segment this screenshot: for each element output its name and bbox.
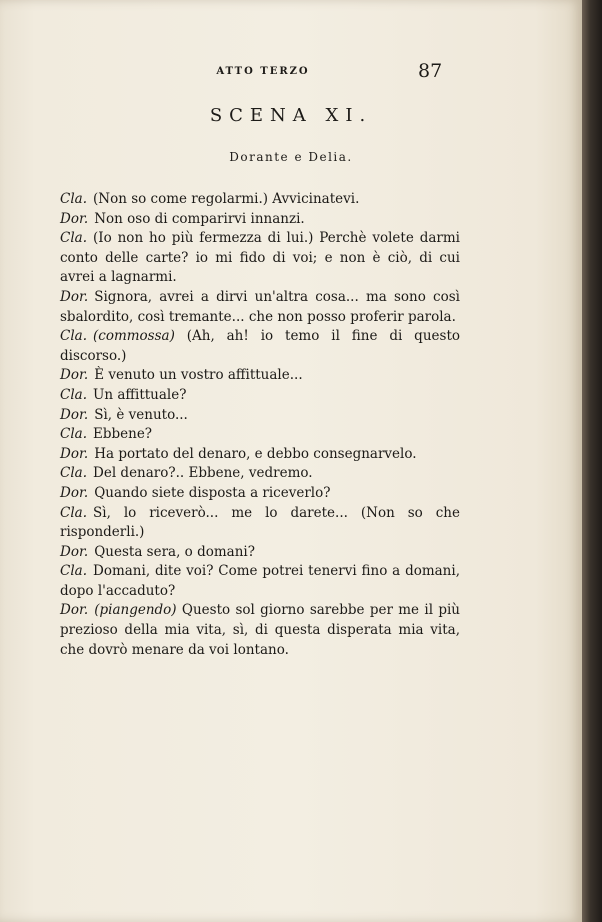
speaker-name: Dor. — [60, 602, 89, 619]
dialogue-line — [60, 190, 460, 210]
dialogue-block — [60, 190, 460, 660]
dialogue-line — [60, 484, 460, 504]
line-text: Sì, lo riceverò... me lo darete... (Non so che risponderli.) — [60, 504, 460, 541]
speaker-name: Dor. — [60, 543, 89, 560]
dialogue-line — [60, 464, 460, 484]
line-text: (Ah, ah! io temo il fine di questo discorso.) — [60, 328, 460, 364]
speaker-name: Cla. — [60, 504, 87, 521]
line-text: Sì, è venuto... — [94, 406, 188, 423]
dialogue-line — [60, 504, 460, 543]
scene-characters: Dorante e Delia. — [229, 150, 353, 164]
speaker-name: Dor. — [60, 288, 89, 305]
speaker-name: Cla. — [60, 328, 87, 345]
dialogue-line — [60, 601, 460, 660]
speaker-name: Dor. — [60, 367, 89, 384]
speaker-name: Cla. — [60, 426, 87, 443]
line-text: Ha portato del denaro, e debbo consegnarvelo. — [94, 445, 417, 462]
line-text: Quando siete disposta a riceverlo? — [94, 484, 331, 501]
dialogue-line — [60, 562, 460, 601]
line-text: (Non so come regolarmi.) Avvicinatevi. — [93, 191, 360, 207]
dialogue-line — [60, 229, 460, 288]
line-text: Questo sol giorno sarebbe per me il più prezioso della mia vita, sì, di questa disperata mia vita, che dovrò menare da voi lontano. — [60, 602, 460, 658]
speaker-name: Cla. — [60, 563, 87, 580]
speaker-name: Cla. — [60, 191, 87, 207]
line-text: Non oso di comparirvi innanzi. — [94, 210, 305, 227]
dialogue-line — [60, 543, 460, 563]
speaker-name: Dor. — [60, 484, 89, 501]
dialogue-line — [60, 327, 460, 366]
speaker-name: Cla. — [60, 230, 87, 247]
running-head — [0, 60, 582, 84]
speaker-name: Dor. — [60, 445, 89, 462]
line-text: Ebbene? — [93, 426, 153, 443]
dialogue-line — [60, 288, 460, 327]
running-title: ATTO TERZO — [216, 66, 310, 77]
dialogue-line — [60, 386, 460, 406]
line-text: Del denaro?.. Ebbene, vedremo. — [93, 465, 313, 482]
scene-title: SCENA XI. — [209, 105, 373, 126]
line-text: È venuto un vostro affittuale... — [94, 367, 303, 384]
line-text: Domani, dite voi? Come potrei tenervi fino a domani, dopo l'accaduto? — [60, 563, 460, 599]
book-edge-shadow — [582, 0, 602, 922]
dialogue-line — [60, 210, 460, 230]
dialogue-line — [60, 425, 460, 445]
line-text: Signora, avrei a dirvi un'altra cosa... ma sono così sbalordito, così tremante... che non posso proferir parola. — [60, 288, 460, 325]
line-text: Un affittuale? — [93, 386, 187, 403]
dialogue-line — [60, 366, 460, 386]
speaker-name: Cla. — [60, 386, 87, 403]
stage-direction: (commossa) — [93, 328, 175, 345]
dialogue-line — [60, 406, 460, 426]
stage-direction: (piangendo) — [94, 602, 177, 619]
speaker-name: Dor. — [60, 210, 89, 227]
speaker-name: Dor. — [60, 406, 89, 423]
speaker-name: Cla. — [60, 465, 87, 482]
dialogue-line — [60, 445, 460, 465]
line-text: (Io non ho più fermezza di lui.) Perchè volete darmi conto delle carte? io mi fido di voi; e non è ciò, di cui avrei a lagnarmi. — [60, 230, 460, 286]
line-text: Questa sera, o domani? — [94, 543, 255, 560]
page-number: 87 — [418, 60, 443, 82]
